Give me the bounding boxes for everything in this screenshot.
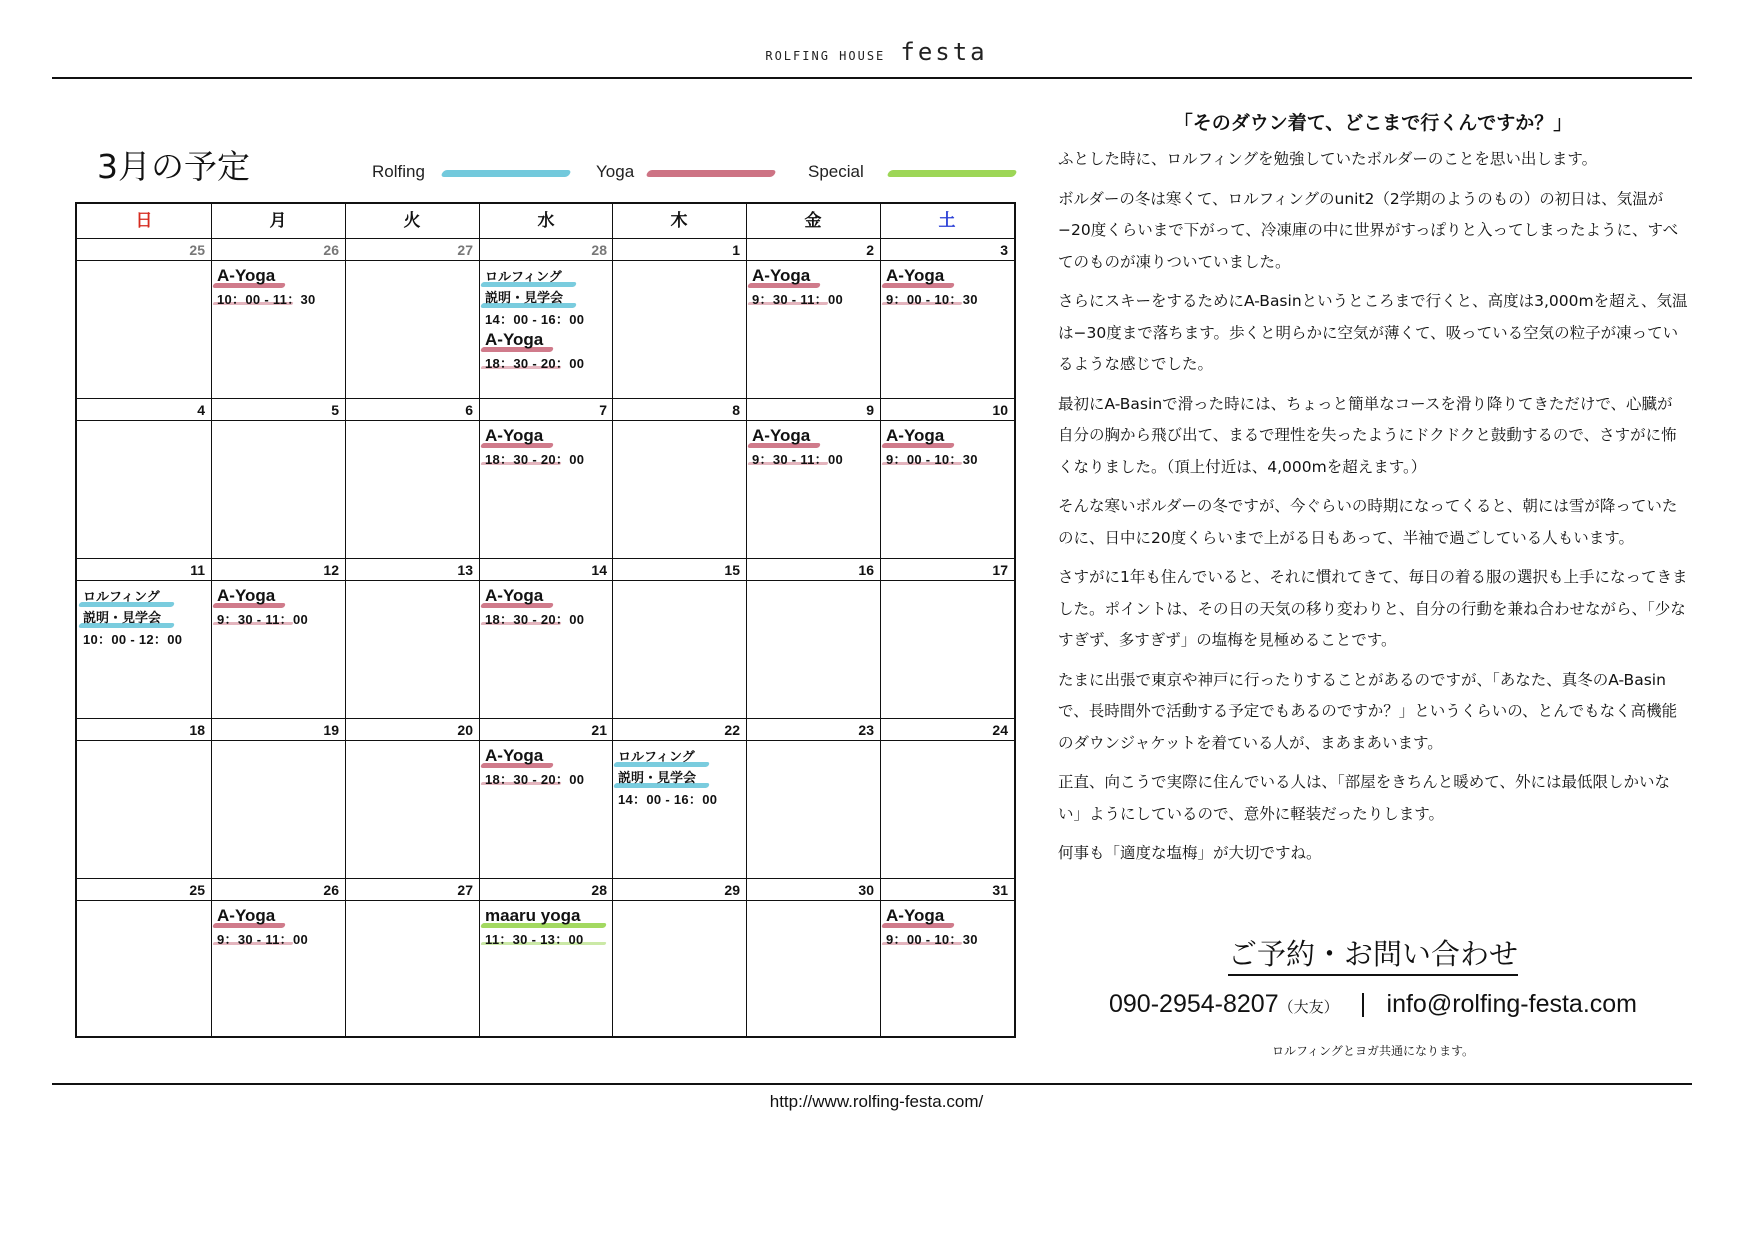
event-subtitle: 説明・見学会 [485, 291, 564, 306]
event-time: 9：30 - 11：00 [752, 452, 844, 467]
contact-info [1058, 990, 1688, 1019]
footer-divider [52, 1083, 1692, 1085]
event-title: A-Yoga [752, 426, 811, 445]
date-number: 24 [992, 722, 1008, 738]
event-time: 10：00 - 12：00 [83, 632, 183, 647]
date-number: 8 [732, 402, 740, 418]
calendar-event[interactable] [618, 746, 717, 808]
event-time: 18：30 - 20：00 [485, 356, 585, 371]
date-number: 28 [591, 242, 607, 258]
date-number: 10 [992, 402, 1008, 418]
date-number: 21 [591, 722, 607, 738]
contact-phone[interactable]: 090-2954-8207 [1109, 990, 1279, 1018]
date-number: 14 [591, 562, 607, 578]
event-title: maaru yoga [485, 906, 581, 925]
weekday-header: 月 [269, 211, 287, 231]
date-number: 9 [866, 402, 874, 418]
event-title: A-Yoga [886, 906, 945, 925]
event-time: 9：30 - 11：00 [217, 612, 309, 627]
contact-email-link[interactable]: info@rolfing-festa.com [1386, 990, 1637, 1018]
date-number: 6 [465, 402, 473, 418]
event-time: 18：30 - 20：00 [485, 452, 585, 467]
event-time: 11：30 - 13：00 [485, 932, 584, 947]
article-paragraph: 正直、向こうで実際に住んでいる人は、「部屋をきちんと暖めて、外には最低限しかいない」ようにしているので、意外に軽装だったりします。 [1058, 773, 1670, 823]
weekday-header: 火 [403, 211, 421, 231]
legend-swatch-special [886, 170, 1017, 177]
event-time: 18：30 - 20：00 [485, 612, 585, 627]
date-number: 12 [323, 562, 339, 578]
event-title: A-Yoga [217, 266, 276, 285]
event-time: 10：00 - 11：30 [217, 292, 316, 307]
article-paragraph: 何事も「適度な塩梅」が大切ですね。 [1058, 844, 1322, 862]
contact-note: ロルフィングとヨガ共通になります。 [1271, 1044, 1475, 1058]
event-title: A-Yoga [485, 426, 544, 445]
calendar-event[interactable] [752, 426, 843, 468]
date-number: 25 [189, 242, 205, 258]
calendar-event[interactable] [886, 426, 978, 468]
calendar-event[interactable] [485, 330, 584, 372]
date-number: 16 [858, 562, 874, 578]
date-number: 13 [457, 562, 473, 578]
event-title: A-Yoga [886, 266, 945, 285]
event-subtitle: 説明・見学会 [83, 611, 162, 626]
grid-column-line [746, 204, 747, 1036]
grid-column-line [479, 204, 480, 1036]
date-number: 28 [591, 882, 607, 898]
date-number: 2 [866, 242, 874, 258]
calendar-event[interactable] [485, 586, 584, 628]
article-paragraph: 最初にA-Basinで滑った時には、ちょっと簡単なコースを滑り降りてきただけで、心臓が自分の胸から飛び出て、まるで理性を失ったようにドクドクと鼓動するので、さすがに怖くなりました。（頂上付近は、4,000mを超えます。） [1058, 394, 1677, 476]
date-number: 11 [190, 562, 205, 578]
event-time: 18：30 - 20：00 [485, 772, 585, 787]
contact-phone-name: （大友） [1278, 998, 1339, 1016]
article-paragraph: たまに出張で東京や神戸に行ったりすることがあるのですが、「あなた、真冬のA-Basinで、長時間外で活動する予定でもあるのですか？」というくらいの、とんでもなく高機能のダウンジャケットを着ている人が、まあまあいます。 [1058, 670, 1678, 752]
grid-column-line [345, 204, 346, 1036]
article-paragraph: さすがに1年も住んでいると、それに慣れてきて、毎日の着る服の選択も上手になってきました。ポイントは、その日の天気の移り変わりと、自分の行動を兼ね合わせながら、「少なすぎず、多すぎず」の塩梅を見極めることです。 [1058, 568, 1688, 649]
article [1058, 108, 1688, 878]
date-number: 19 [323, 722, 339, 738]
calendar-event[interactable] [485, 906, 584, 948]
event-time: 9：00 - 10：30 [886, 932, 978, 947]
legend-swatch-rolfing [440, 170, 571, 177]
weekday-header: 木 [670, 211, 688, 231]
event-title: A-Yoga [217, 906, 276, 925]
event-title: ロルフィング [485, 270, 562, 285]
date-number: 3 [1000, 242, 1008, 258]
date-number: 30 [858, 882, 874, 898]
event-time: 9：00 - 10：30 [886, 452, 978, 467]
brand-header [0, 38, 1753, 66]
brand-name: festa [900, 38, 988, 66]
calendar-event[interactable] [217, 266, 316, 308]
article-paragraph: そんな寒いボルダーの冬ですが、今ぐらいの時期になってくると、朝には雪が降っていたのに、日中に20度くらいまで上がる日もあって、半袖で過ごしている人もいます。 [1058, 497, 1678, 547]
date-number: 27 [457, 242, 473, 258]
date-number: 27 [457, 882, 473, 898]
header-divider [52, 77, 1692, 79]
event-subtitle: 説明・見学会 [618, 771, 697, 786]
website-link[interactable]: http://www.rolfing-festa.com/ [769, 1092, 984, 1111]
date-number: 31 [992, 882, 1008, 898]
event-title: A-Yoga [485, 330, 544, 349]
date-number: 1 [732, 242, 740, 258]
legend-label-rolfing: Rolfing [372, 162, 425, 181]
calendar-event[interactable] [83, 586, 182, 648]
date-number: 15 [724, 562, 740, 578]
event-title: A-Yoga [886, 426, 945, 445]
contact-heading-text: ご予約・お問い合わせ [1228, 937, 1518, 976]
event-time: 14：00 - 16：00 [485, 312, 585, 327]
calendar-event[interactable] [485, 746, 584, 788]
event-time: 9：00 - 10：30 [886, 292, 978, 307]
article-title: 「そのダウン着て、どこまで行くんですか？」 [1173, 112, 1573, 134]
calendar-event[interactable] [886, 906, 978, 948]
calendar-event[interactable] [217, 906, 308, 948]
calendar-event[interactable] [752, 266, 843, 308]
calendar-title: 3月の予定 [97, 147, 250, 186]
event-time: 9：30 - 11：00 [752, 292, 844, 307]
article-paragraph: さらにスキーをするためにA-Basinというところまで行くと、高度は3,000mを超え、気温は−30度まで落ちます。歩くと明らかに空気が薄くて、吸っている空気の粒子が凍っているような感じでした。 [1058, 292, 1688, 373]
event-title: ロルフィング [618, 750, 695, 765]
calendar-grid [75, 202, 1016, 1038]
legend-label-yoga: Yoga [596, 162, 635, 181]
contact-heading [1058, 932, 1688, 973]
date-number: 29 [724, 882, 740, 898]
article-paragraph: ボルダーの冬は寒くて、ロルフィングのunit2（2学期のようのもの）の初日は、気温が−20度くらいまで下がって、冷凍庫の中に世界がすっぽりと入ってしまったように、すべてのものが凍りついていました。 [1058, 189, 1679, 271]
calendar-event[interactable] [485, 266, 584, 328]
article-paragraph: ふとした時に、ロルフィングを勉強していたボルダーのことを思い出します。 [1058, 150, 1598, 168]
event-title: A-Yoga [752, 266, 811, 285]
date-number: 25 [189, 882, 205, 898]
calendar-event[interactable] [886, 266, 978, 308]
date-number: 26 [323, 242, 339, 258]
event-title: A-Yoga [485, 586, 544, 605]
grid-column-line [612, 204, 613, 1036]
date-number: 22 [724, 722, 740, 738]
brand-subtitle: ROLFING HOUSE [765, 49, 886, 63]
date-number: 4 [197, 402, 205, 418]
grid-column-line [880, 204, 881, 1036]
date-number: 17 [992, 562, 1008, 578]
weekday-header: 土 [938, 211, 956, 231]
weekday-header: 日 [135, 211, 153, 231]
grid-column-line [211, 204, 212, 1036]
date-number: 18 [189, 722, 205, 738]
event-title: ロルフィング [83, 590, 160, 605]
date-number: 23 [858, 722, 874, 738]
weekday-header: 金 [804, 211, 822, 231]
contact-separator [1362, 993, 1364, 1017]
calendar-event[interactable] [485, 426, 584, 468]
weekday-header: 水 [537, 211, 555, 231]
date-number: 7 [599, 402, 607, 418]
event-title: A-Yoga [485, 746, 544, 765]
legend-label-special: Special [808, 162, 864, 181]
date-number: 5 [331, 402, 339, 418]
date-number: 20 [457, 722, 473, 738]
legend-swatch-yoga [645, 170, 776, 177]
calendar-event[interactable] [217, 586, 308, 628]
event-time: 9：30 - 11：00 [217, 932, 309, 947]
event-time: 14：00 - 16：00 [618, 792, 718, 807]
event-title: A-Yoga [217, 586, 276, 605]
date-number: 26 [323, 882, 339, 898]
